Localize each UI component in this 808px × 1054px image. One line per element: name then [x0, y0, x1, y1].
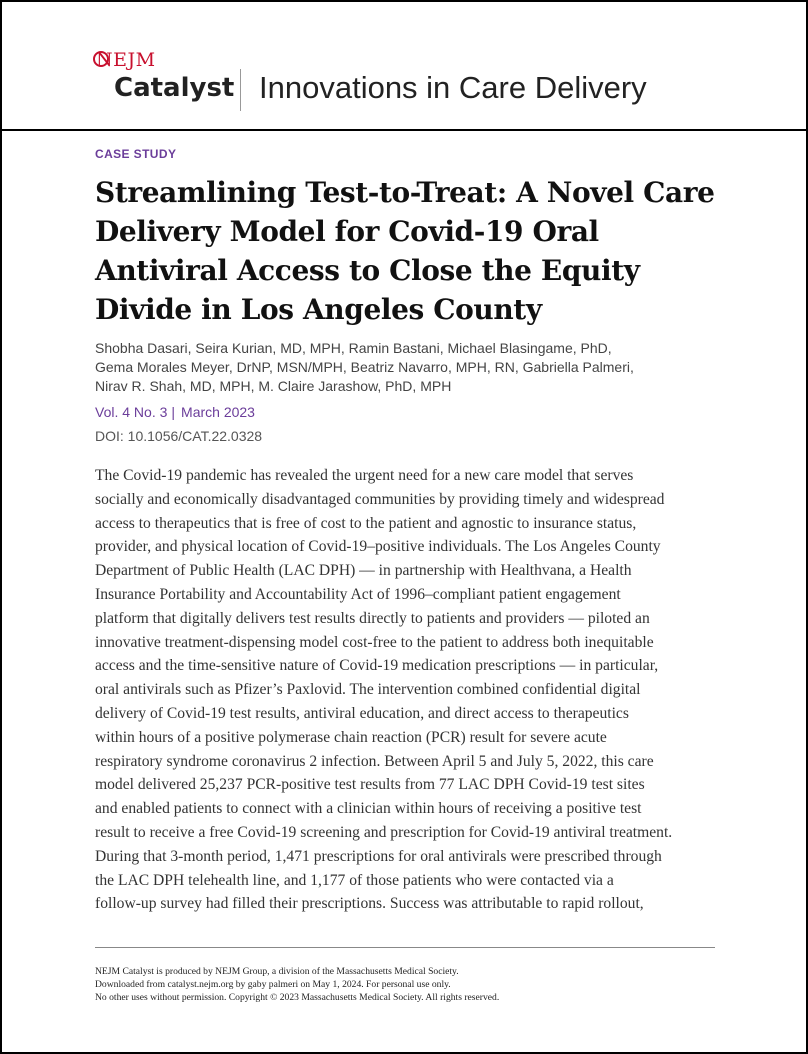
- nejm-catalyst-logo[interactable]: [95, 49, 235, 109]
- article-title: Streamlining Test-to-Treat: A Novel Care Delivery Model for Covid-19 Oral Antiviral Access to Close the Equity Divide in Los Angeles County: [95, 176, 715, 326]
- abstract-line: oral antivirals such as Pfizer’s Paxlovid. The intervention combined confidential digital: [95, 681, 641, 699]
- author-line: Nirav R. Shah, MD, MPH, M. Claire Jarashow, PhD, MPH: [95, 378, 452, 394]
- footer-divider: [95, 947, 715, 948]
- logo-nejm-text: NEJM: [96, 49, 156, 71]
- author-list: [95, 339, 717, 396]
- abstract-line: access to therapeutics that is free of cost to the patient and agnostic to insurance status,: [95, 514, 637, 532]
- abstract-line: respiratory syndrome coronavirus 2 infection. Between April 5 and July 5, 2022, this care: [95, 752, 654, 770]
- abstract-line: the LAC DPH telehealth line, and 1,177 of those patients who were contacted via a: [95, 871, 614, 889]
- footer-line: NEJM Catalyst is produced by NEJM Group, a division of the Massachusetts Medical Society.: [95, 966, 459, 977]
- copyright-footer: [95, 965, 715, 1004]
- doi[interactable]: DOI: 10.1056/CAT.22.0328: [95, 428, 263, 444]
- author-line: Shobha Dasari, Seira Kurian, MD, MPH, Ramin Bastani, Michael Blasingame, PhD,: [95, 340, 612, 356]
- abstract-line: access and the time-sensitive nature of Covid-19 medication prescriptions — in particular,: [95, 657, 659, 675]
- footer-line: Downloaded from catalyst.nejm.org by gaby palmeri on May 1, 2024. For personal use only.: [95, 979, 451, 990]
- abstract-line: platform that digitally delivers test results directly to patients and providers — piloted an: [95, 609, 650, 627]
- abstract-line: Department of Public Health (LAC DPH) — in partnership with Healthvana, a Health: [95, 562, 632, 580]
- header-divider: [240, 69, 241, 111]
- abstract-line: result to receive a free Covid-19 screening and prescription for Covid-19 antiviral treatment.: [95, 823, 673, 841]
- abstract-line: During that 3-month period, 1,471 prescriptions for oral antivirals were prescribed through: [95, 847, 662, 865]
- journal-section-title: Innovations in Care Delivery: [259, 70, 647, 105]
- abstract-line: within hours of a positive polymerase chain reaction (PCR) result for severe acute: [95, 728, 607, 746]
- abstract-line: innovative treatment-dispensing model cost-free to the patient to address both inequitable: [95, 633, 654, 651]
- article-content: [95, 147, 717, 916]
- author-line: Gema Morales Meyer, DrNP, MSN/MPH, Beatriz Navarro, MPH, RN, Gabriella Palmeri,: [95, 359, 634, 375]
- abstract-line: provider, and physical location of Covid-19–positive individuals. The Los Angeles County: [95, 538, 661, 556]
- issue-date[interactable]: March 2023: [181, 404, 255, 420]
- abstract-line: The Covid-19 pandemic has revealed the urgent need for a new care model that serves: [95, 467, 634, 484]
- abstract-line: delivery of Covid-19 test results, antiviral education, and direct access to therapeutics: [95, 704, 629, 722]
- logo-nejm-wordmark: [95, 49, 155, 71]
- journal-header: [2, 2, 806, 131]
- issue-info: [95, 402, 717, 422]
- abstract-line: model delivered 25,237 PCR-positive test results from 77 LAC DPH Covid-19 test sites: [95, 776, 645, 794]
- logo-catalyst-text: Catalyst: [114, 73, 235, 103]
- volume-issue[interactable]: Vol. 4 No. 3: [95, 404, 168, 420]
- abstract: [95, 464, 717, 916]
- article-type-label: CASE STUDY: [95, 147, 177, 161]
- abstract-line: follow-up survey had filled their prescriptions. Success was attributable to rapid rollout,: [95, 895, 644, 913]
- abstract-line: Insurance Portability and Accountability Act of 1996–compliant patient engagement: [95, 585, 621, 603]
- abstract-line: and enabled patients to connect with a clinician within hours of receiving a positive test: [95, 800, 642, 818]
- abstract-line: socially and economically disadvantaged communities by providing timely and widespread: [95, 490, 665, 508]
- footer-line: No other uses without permission. Copyright © 2023 Massachusetts Medical Society. All rights reserved.: [95, 992, 500, 1003]
- issue-separator: |: [171, 404, 176, 420]
